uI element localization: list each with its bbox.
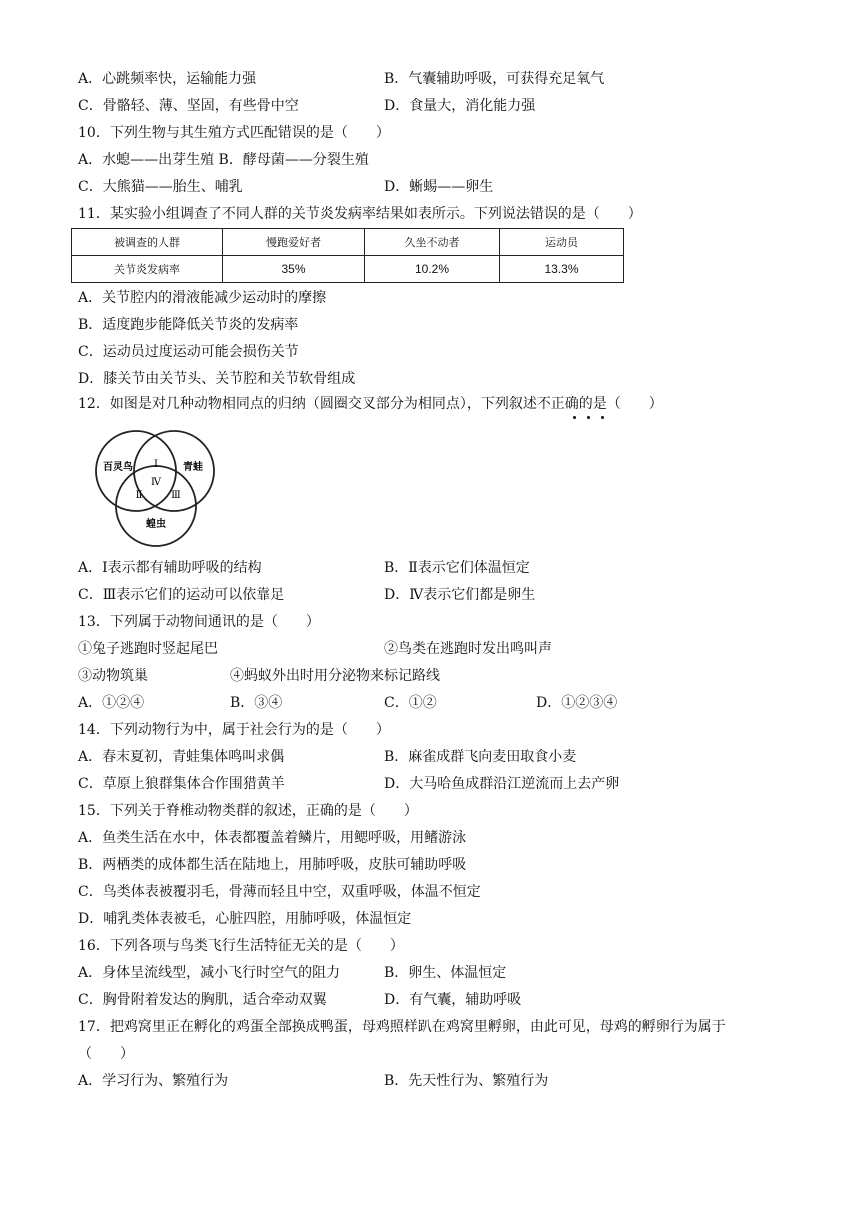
q12-option-c: C．Ⅲ表示它们的运动可以依靠足 — [78, 587, 285, 603]
q13-item-4: ④蚂蚁外出时用分泌物来标记路线 — [230, 668, 440, 684]
table-header-cell: 被调查的人群 — [72, 229, 223, 256]
q15-option-c: C．鸟类体表被覆羽毛，骨薄而轻且中空，双重呼吸，体温不恒定 — [78, 884, 481, 900]
venn-label-lark: 百灵鸟 — [103, 462, 133, 473]
q9-option-c: C．骨骼轻、薄、坚固，有些骨中空 — [78, 98, 299, 114]
q10-stem: 10．下列生物与其生殖方式匹配错误的是（ ） — [78, 125, 390, 141]
q13-item-2: ②鸟类在逃跑时发出鸣叫声 — [384, 641, 552, 657]
q11-option-b: B．适度跑步能降低关节炎的发病率 — [78, 317, 299, 333]
q11-option-a: A．关节腔内的滑液能减少运动时的摩擦 — [78, 290, 327, 306]
q16-option-c: C．胸骨附着发达的胸肌，适合牵动双翼 — [78, 992, 327, 1008]
q12-option-b: B．Ⅱ表示它们体温恒定 — [384, 560, 530, 576]
q17-stem-blank: （ ） — [78, 1046, 134, 1062]
venn-label-frog: 青蛙 — [183, 462, 203, 473]
q12-option-d: D．Ⅳ表示它们都是卵生 — [384, 587, 536, 603]
q12-option-a: A．Ⅰ表示都有辅助呼吸的结构 — [78, 560, 262, 576]
q15-option-d: D．哺乳类体表被毛，心脏四腔，用肺呼吸，体温恒定 — [78, 911, 412, 927]
q14-option-a: A．春末夏初，青蛙集体鸣叫求偶 — [78, 749, 285, 765]
q10-options-ab: A．水螅——出芽生殖 B．酵母菌——分裂生殖 — [78, 152, 369, 168]
venn-diagram — [90, 420, 220, 550]
q10-option-d: D．蜥蜴——卵生 — [384, 179, 494, 195]
q14-option-d: D．大马哈鱼成群沿江逆流而上去产卵 — [384, 776, 620, 792]
table-cell: 35% — [223, 256, 365, 283]
q11-stem: 11．某实验小组调查了不同人群的关节炎发病率结果如表所示。下列说法错误的是（ ） — [78, 206, 642, 222]
emphasis-dot — [587, 416, 590, 419]
q15-option-a: A．鱼类生活在水中，体表都覆盖着鳞片，用鳃呼吸，用鳍游泳 — [78, 830, 467, 846]
table-header-cell: 慢跑爱好者 — [223, 229, 365, 256]
q14-stem: 14．下列动物行为中，属于社会行为的是（ ） — [78, 722, 390, 738]
venn-region-1: Ⅰ — [154, 459, 158, 470]
q13-option-c: C．①② — [384, 695, 437, 711]
q10-option-c: C．大熊猫——胎生、哺乳 — [78, 179, 243, 195]
table-header-row — [72, 229, 624, 256]
q13-item-1: ①兔子逃跑时竖起尾巴 — [78, 641, 218, 657]
table-header-cell: 运动员 — [500, 229, 624, 256]
q9-option-b: B．气囊辅助呼吸，可获得充足氧气 — [384, 71, 605, 87]
q17-stem: 17．把鸡窝里正在孵化的鸡蛋全部换成鸭蛋，母鸡照样趴在鸡窝里孵卵，由此可见，母鸡的孵卵行为属于 — [78, 1019, 726, 1035]
q16-option-d: D．有气囊，辅助呼吸 — [384, 992, 522, 1008]
emphasis-dot — [573, 416, 576, 419]
q14-option-b: B．麻雀成群飞向麦田取食小麦 — [384, 749, 577, 765]
table-header-cell: 久坐不动者 — [365, 229, 500, 256]
q15-option-b: B．两栖类的成体都生活在陆地上，用肺呼吸，皮肤可辅助呼吸 — [78, 857, 467, 873]
q15-stem: 15．下列关于脊椎动物类群的叙述，正确的是（ ） — [78, 803, 418, 819]
venn-label-locust: 蝗虫 — [146, 519, 166, 530]
venn-region-2: Ⅱ — [135, 490, 143, 501]
q12-stem: 12．如图是对几种动物相同点的归纳（圆圈交叉部分为相同点），下列叙述不正确的是（ ） — [78, 396, 663, 412]
table-row-label: 关节炎发病率 — [72, 256, 223, 283]
table-row — [72, 256, 624, 283]
q9-option-d: D．食量大，消化能力强 — [384, 98, 536, 114]
q13-option-a: A．①②④ — [78, 695, 145, 711]
q17-option-a: A．学习行为、繁殖行为 — [78, 1073, 229, 1089]
venn-region-3: Ⅲ — [171, 490, 181, 501]
q16-option-a: A．身体呈流线型，减小飞行时空气的阻力 — [78, 965, 341, 981]
q11-option-c: C．运动员过度运动可能会损伤关节 — [78, 344, 299, 360]
q13-option-d: D．①②③④ — [536, 695, 618, 711]
table-cell: 13.3% — [500, 256, 624, 283]
incidence-table — [71, 228, 624, 283]
q9-option-a: A．心跳频率快，运输能力强 — [78, 71, 257, 87]
q16-option-b: B．卵生、体温恒定 — [384, 965, 507, 981]
q13-option-b: B．③④ — [230, 695, 283, 711]
venn-region-4: Ⅳ — [151, 477, 161, 488]
emphasis-dot — [601, 416, 604, 419]
q17-option-b: B．先天性行为、繁殖行为 — [384, 1073, 549, 1089]
q13-stem: 13．下列属于动物间通讯的是（ ） — [78, 614, 320, 630]
q13-item-3: ③动物筑巢 — [78, 668, 148, 684]
table-cell: 10.2% — [365, 256, 500, 283]
q16-stem: 16．下列各项与鸟类飞行生活特征无关的是（ ） — [78, 938, 404, 954]
q11-option-d: D．膝关节由关节头、关节腔和关节软骨组成 — [78, 371, 356, 387]
q14-option-c: C．草原上狼群集体合作围猎黄羊 — [78, 776, 285, 792]
